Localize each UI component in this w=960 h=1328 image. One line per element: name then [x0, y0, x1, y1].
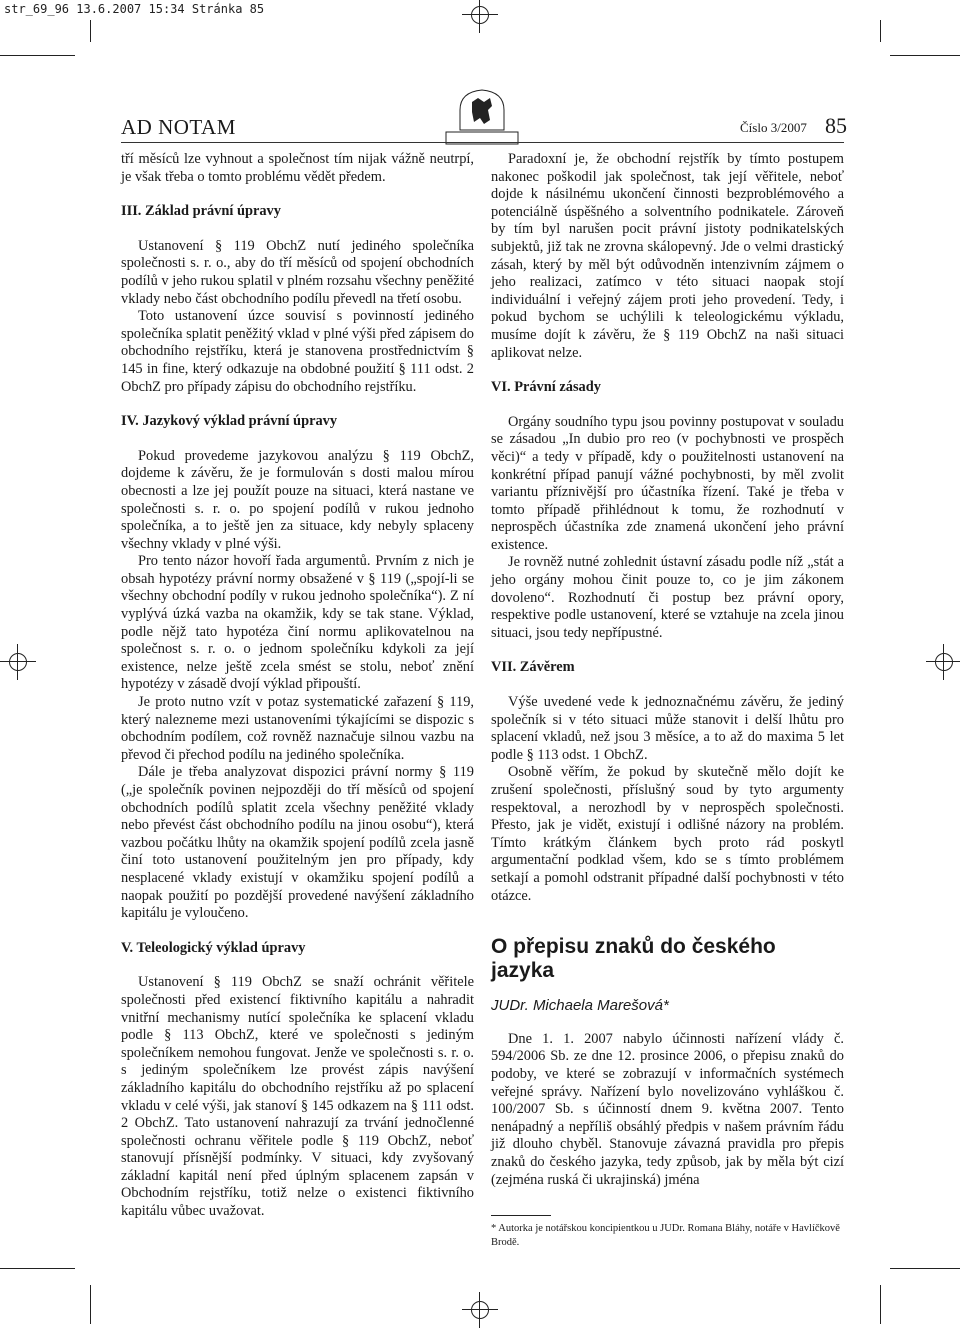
crop-mark: [90, 1285, 91, 1324]
paragraph: Osobně věřím, že pokud by skutečně mělo dojít ke zrušení společnosti, příslušný soud by tyto argumenty respektoval, a nerozhodl by v neprospěch společnosti. Přesto, jak je vidět, existují i odlišné názory na problém. Tímto krátkým článkem bych proto rád poskytl argumentační podklad všem, kdo se s tímto problémem setkají a pomohl odstranit případné další pochybnosti v této otázce.: [491, 764, 844, 904]
notary-chamber-logo: [432, 80, 532, 150]
paragraph: Orgány soudního typu jsou povinny postupovat v souladu se zásadou „In dubio pro reo (v pochybnosti ve prospěch věci)“ a tedy v případě, kdy o použitelnosti ustanovení na konkrétní případ panují vážné pochybnosti, by měl zvolit variantu příznivější pro účastníka řízení. Také je třeba v tomto případě přihlédnout k tomu, že rozhodnutí v neprospěch účastníka zde znamená ukončení jeho právní existence.: [491, 413, 844, 553]
crop-mark: [90, 20, 91, 42]
footnote-rule: [491, 1215, 551, 1216]
page-number: 85: [825, 113, 847, 138]
paragraph: Pro tento názor hovoří řada argumentů. Prvním z nich je obsah hypotézy právní normy obsažené v § 119 („spojí-li se všechny obchodní podíly v rukou jednoho společníka“). Z ní vyplývá úzká vazba na okamžik, kdy se tak stane. Výklad, podle nějž tato hypotéza činí normu aplikovatelnou na společnost s. r. o. o jednom společníku kdykoli za její existence, nelze ještě zcela smést se stolu, neboť znění hypotézy v zásadě dvojí výklad připouští.: [121, 553, 474, 693]
paragraph: Ustanovení § 119 ObchZ se snaží ochránit věřitele společnosti před existencí fiktivního kapitálu a nahradit vnitřní mechanismy nutící společníka ke splacení vkladu podle § 113 ObchZ, které ve společnosti s jediným společníkem nemohou fungovat. Jenže ve společnosti s. r. o. s jediným společníkem lze provést zápis navýšení základního kapitálu do obchodního rejstříku až po splacení vkladu v celé výši, jak stanoví § 145 odkazem na § 111 odst. 2 ObchZ. Tato ustanovení nahrazují za trvání jednočlenné společnosti ochranu věřitele podle § 119 ObchZ, neboť stanovují přísnější podmínky. V situaci, kdy zvyšovaný základní kapitál není před úplným splacenem zapsán v Obchodním rejstříku, totiž nelze o existenci fiktivního kapitálu vůbec uvažovat.: [121, 974, 474, 1220]
paragraph: Ustanovení § 119 ObchZ nutí jediného společníka společnosti s. r. o., aby do tří měsíců od spojení obchodních podílů v jeho rukou splatil v plném rozsahu všechny peněžité vklady nebo část obchodního podílu převedl na třetí osobu.: [121, 237, 474, 307]
crop-mark: [0, 55, 75, 56]
footnote: * Autorka je notářskou koncipientkou u JUDr. Romana Bláhy, notáře v Havlíčkově Brodě.: [491, 1223, 840, 1248]
paragraph: Dále je třeba analyzovat dispozici právní normy § 119 („je společník povinen nejpozději do tří měsíců od spojení obchodních podílů splatit zcela všechny peněžité vklady nebo převést část obchodního podílu na jinou osobu“), která vazbou počátku lhůty na okamžik spojení podílů zcela jasně činí toto ustanovení použitelným jen pro případy, kdy nesplacené vklady existují v okamžiku spojení podílů a naopak použití po pozdější provedené navýšení základního kapitálu je vyloučeno.: [121, 764, 474, 922]
paragraph: Je rovněž nutné zohlednit ústavní zásadu podle níž „stát a jeho orgány mohou činit pouze to, co je jim zákonem dovoleno“. Rozhodnutí či postup bez právní opory, respektive podle ustanovení, které se vztahuje na zcela jinou situaci, jsou tedy nepřípustné.: [491, 554, 844, 641]
crop-mark: [880, 20, 881, 42]
crop-mark: [890, 1268, 960, 1269]
section-heading-iv: IV. Jazykový výklad právní úpravy: [121, 413, 338, 430]
paragraph: Je proto nutno vzít v potaz systematické zařazení § 119, který nalezneme mezi ustanoveními týkajícími se dispozic s obchodním podílem, což rovněž naznačuje silnou vazbu na převod či přechod podílu na jediného společníka.: [121, 694, 474, 763]
crop-mark: [890, 55, 960, 56]
issue-number: Číslo 3/2007: [740, 120, 807, 135]
crop-mark: [880, 1285, 881, 1324]
article-author: JUDr. Michaela Marešová*: [491, 997, 669, 1015]
section-heading-iii: III. Základ právní úpravy: [121, 203, 281, 220]
paragraph: Dne 1. 1. 2007 nabylo účinnosti nařízení vlády č. 594/2006 Sb. ze dne 12. prosince 2006, o přepisu znaků do podoby, ve které se zobrazují v informačních systémech veřejné správy. Nařízení bylo novelizováno vyhláškou č. 100/2007 Sb. s účinností dnem 9. května 2007. Tento nenápadný a nepříliš obsáhlý předpis v našem právním řádu již dlouho chyběl. Stanovuje závazná pravidla pro přepis znaků do českého jazyka, tedy způsob, jak by měla být cizí (zejména ruská či ukrajinská) jména: [491, 1030, 844, 1188]
paragraph: Pokud provedeme jazykovou analýzu § 119 ObchZ, dojdeme k závěru, že je formulován s dosti malou mírou obecnosti a lze jej použít pouze na situaci, která nastane ve společnosti s. r. o. po spojení podílů v rukou jednoho společníka, a to ještě jen za situace, kdy nebyly splaceny všechny vklady v plné výši.: [121, 447, 474, 552]
paragraph: Toto ustanovení úzce souvisí s povinností jediného společníka splatit peněžitý vklad v plné výši před zápisem do obchodního rejstříku, která je stanovena prostřednictvím § 145 in fine, který odkazuje na obdobné použití § 111 odst. 2 ObchZ pro případy zápisu do obchodního rejstříku.: [121, 308, 474, 395]
section-heading-v: V. Teleologický výklad úpravy: [121, 939, 306, 956]
paragraph: Výše uvedené vede k jednoznačnému závěru, že jediný společník si v této situaci může stanovit i delší lhůtu pro splacení vkladů, než jsou 3 měsíce, a to až do maxima 5 let podle § 113 odst. 1 ObchZ.: [491, 694, 844, 763]
paragraph: Paradoxní je, že obchodní rejstřík by tímto postupem nakonec poškodil jak společnost, tak její věřitele, neboť dojde k násilnému ukončení činnosti bezproblémového a potenciálně úspěšného a solventního podnikatele. Zároveň by tím byl narušen pocit právní jistoty podnikatelských subjektů, již tak ne zrovna skálopevný. Jde o velmi drastický zásah, který by měl být odůvodněn intenzivním zájmem o jeho realizaci, zatímco v této situaci naopak stojí individuální i veřejný zájem proti jeho provedení. Tedy, i pokud bychom se uchýlili k teleologickému výkladu, musíme dojít k závěru, že § 119 ObchZ na naši situaci aplikovat nelze.: [491, 151, 844, 361]
registration-mark-left: [0, 644, 36, 680]
section-heading-vii: VII. Závěrem: [491, 659, 575, 676]
left-column: [121, 151, 474, 1221]
registration-mark-right: [926, 644, 960, 680]
paragraph: tří měsíců lze vyhnout a společnost tím nijak vážně neutrpí, je však třeba o tomto problému vědět předem.: [121, 151, 474, 185]
right-column: [491, 151, 844, 1249]
registration-mark-top: [462, 0, 498, 33]
journal-title: AD NOTAM: [121, 115, 236, 139]
header-rule: [121, 142, 844, 143]
crop-mark: [0, 1268, 75, 1269]
article-title: O přepisu znaků do českého jazyka: [491, 935, 776, 983]
registration-mark-bottom: [462, 1292, 498, 1328]
print-slug: str_69_96 13.6.2007 15:34 Stránka 85: [4, 2, 265, 16]
section-heading-vi: VI. Právní zásady: [491, 379, 601, 396]
